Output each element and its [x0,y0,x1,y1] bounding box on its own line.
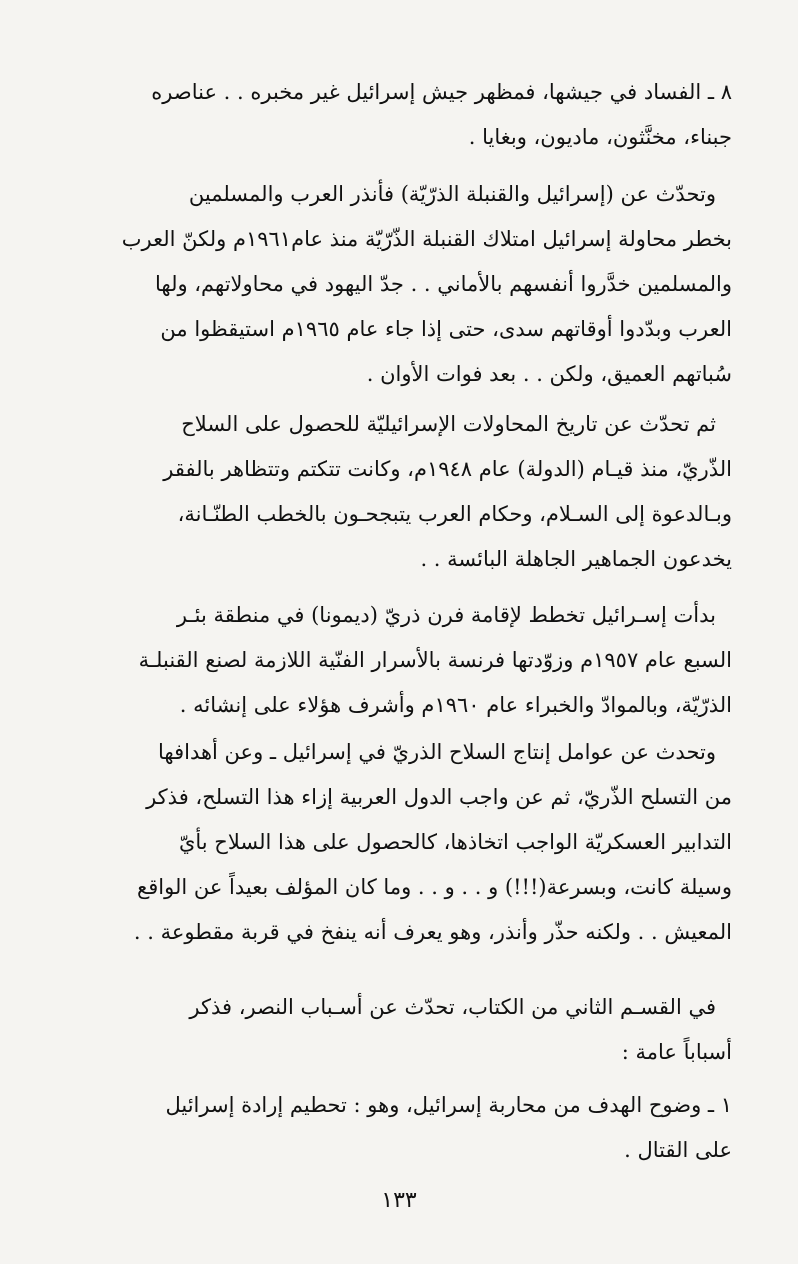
text-line: في القسـم الثاني من الكتاب، تحدّث عن أسـباب النصر، فذكر [189,995,716,1019]
text-line: ١ ـ وضوح الهدف من محاربة إسرائيل، وهو : تحطيم إرادة إسرائيل [165,1093,732,1117]
text-line: الذّريّ، منذ قيـام (الدولة) عام ١٩٤٨م، وكانت تتكتم وتتظاهر بالفقر [163,457,732,481]
paragraph-history [66,414,732,570]
text-line: سُباتهم العميق، ولكن . . بعد فوات الأوان . [366,362,732,386]
text-line: العرب وبدّدوا أوقاتهم سدى، حتى إذا جاء عام ١٩٦٥م استيقظوا من [160,317,732,341]
paragraph-dimona [66,605,732,716]
text-line: أسباباً عامة : [621,1040,732,1064]
text-line: المعيش . . ولكنه حذّر وأنذر، وهو يعرف أنه ينفخ في قربة مقطوعة . . [133,920,732,944]
text-line: يخدعون الجماهير الجاهلة البائسة . . [420,547,732,571]
text-line: بخطر محاولة إسرائيل امتلاك القنبلة الذّرّيّة منذ عام١٩٦١م ولكنّ العرب [121,227,732,251]
text-line: ٨ ـ الفساد في جيشها، فمظهر جيش إسرائيل غير مخبره . . عناصره [151,80,732,104]
paragraph-nuclear-warning [66,184,732,385]
text-line: من التسلح الذّريّ، ثم عن واجب الدول العربية إزاء هذا التسلح، فذكر [146,785,732,809]
text-line: الذرّيّة، وبالموادّ والخبراء عام ١٩٦٠م وأشرف هؤلاء على إنشائه . [179,693,732,717]
text-line: جبناء، مخنَّثون، ماديون، وبغايا . [468,125,732,149]
paragraph-production-factors [66,742,732,943]
text-line: وتحدّث عن (إسرائيل والقنبلة الذرّيّة) فأنذر العرب والمسلمين [188,182,716,206]
paragraph-victory-causes [66,997,732,1063]
text-line: والمسلمين خدَّروا أنفسهم بالأماني . . جدّ اليهود في محاولاتهم، ولها [154,272,732,296]
page-number: ١٣٣ [381,1188,417,1213]
text-line: وبـالدعوة إلى السـلام، وحكام العرب يتبجحـون بالخطب الطنّـانة، [177,502,732,526]
paragraph-point-8 [66,82,732,148]
text-line: التدابير العسكريّة الواجب اتخاذها، كالحصول على هذا السلاح بأيّ [178,830,732,854]
paragraph-point-1 [66,1095,732,1161]
text-line: بدأت إسـرائيل تخطط لإقامة فرن ذريّ (ديمونا) في منطقة بئـر [176,603,716,627]
text-line: وسيلة كانت، وبسرعة(!!!) و . . و . . وما كان المؤلف بعيداً عن الواقع [137,875,732,899]
text-line: وتحدث عن عوامل إنتاج السلاح الذريّ في إسرائيل ـ وعن أهدافها [158,740,716,764]
text-line: على القتال . [624,1138,732,1162]
text-line: السبع عام ١٩٥٧م وزوّدتها فرنسة بالأسرار الفنّية اللازمة لصنع القنبلـة [138,648,732,672]
text-line: ثم تحدّث عن تاريخ المحاولات الإسرائيليّة للحصول على السلاح [181,412,716,436]
